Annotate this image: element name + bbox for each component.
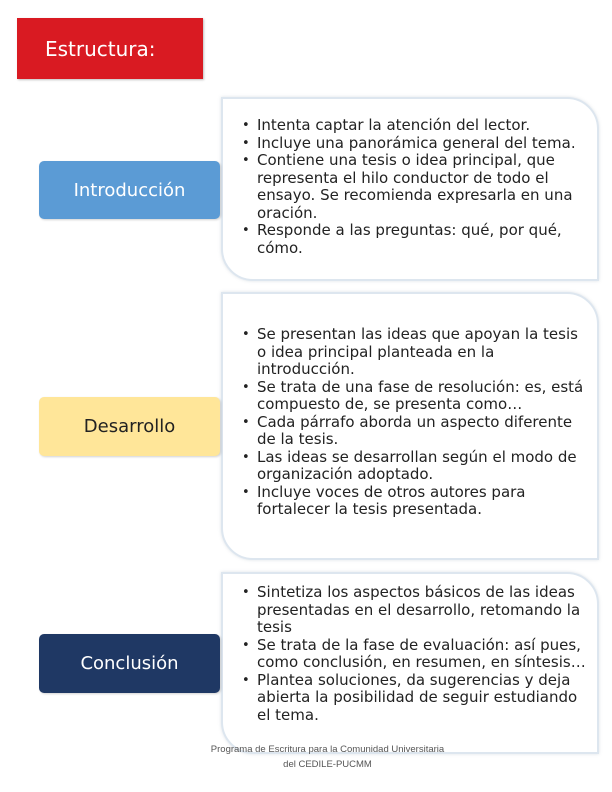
- bullet-item: • Las ideas se desarrollan según el modo de organización adoptado.: [257, 449, 587, 484]
- bullet-item: • Incluye voces de otros autores para fortalecer la tesis presentada.: [257, 484, 587, 519]
- page-title: Estructura:: [17, 18, 203, 79]
- bullet-item: • Intenta captar la atención del lector.: [257, 117, 587, 135]
- conclusion-bullet-list: [223, 584, 597, 724]
- bullet-item: • Responde a las preguntas: qué, por qué, cómo.: [257, 222, 587, 257]
- desarrollo-label: Desarrollo: [39, 397, 220, 456]
- bullet-item: • Se presentan las ideas que apoyan la tesis o idea principal planteada en la introducción.: [257, 326, 587, 379]
- bullet-item: • Sintetiza los aspectos básicos de las ideas presentadas en el desarrollo, retomando la tesis: [257, 584, 587, 637]
- bullet-item: • Cada párrafo aborda un aspecto diferente de la tesis.: [257, 414, 587, 449]
- desarrollo-bullet-list: [223, 326, 597, 519]
- bullet-item: • Contiene una tesis o idea principal, que representa el hilo conductor de todo el ensayo. Se recomienda expresarla en una oración.: [257, 152, 587, 222]
- introduccion-bullet-list: [223, 117, 597, 257]
- conclusion-label: Conclusión: [39, 634, 220, 693]
- bullet-item: • Se trata de una fase de resolución: es, está compuesto de, se presenta como…: [257, 379, 587, 414]
- desarrollo-card: [221, 292, 599, 560]
- footer-credit: [200, 742, 455, 772]
- conclusion-card: [221, 572, 599, 754]
- bullet-item: • Plantea soluciones, da sugerencias y deja abierta la posibilidad de seguir estudiando el tema.: [257, 672, 587, 725]
- introduccion-label: Introducción: [39, 161, 220, 219]
- footer-line-1: Programa de Escritura para la Comunidad Universitaria: [210, 744, 445, 755]
- introduccion-card: [221, 97, 599, 281]
- bullet-item: • Incluye una panorámica general del tema.: [257, 135, 587, 153]
- footer-line-2: del CEDILE-PUCMM: [283, 759, 372, 770]
- bullet-item: • Se trata de la fase de evaluación: así pues, como conclusión, en resumen, en síntesis…: [257, 637, 587, 672]
